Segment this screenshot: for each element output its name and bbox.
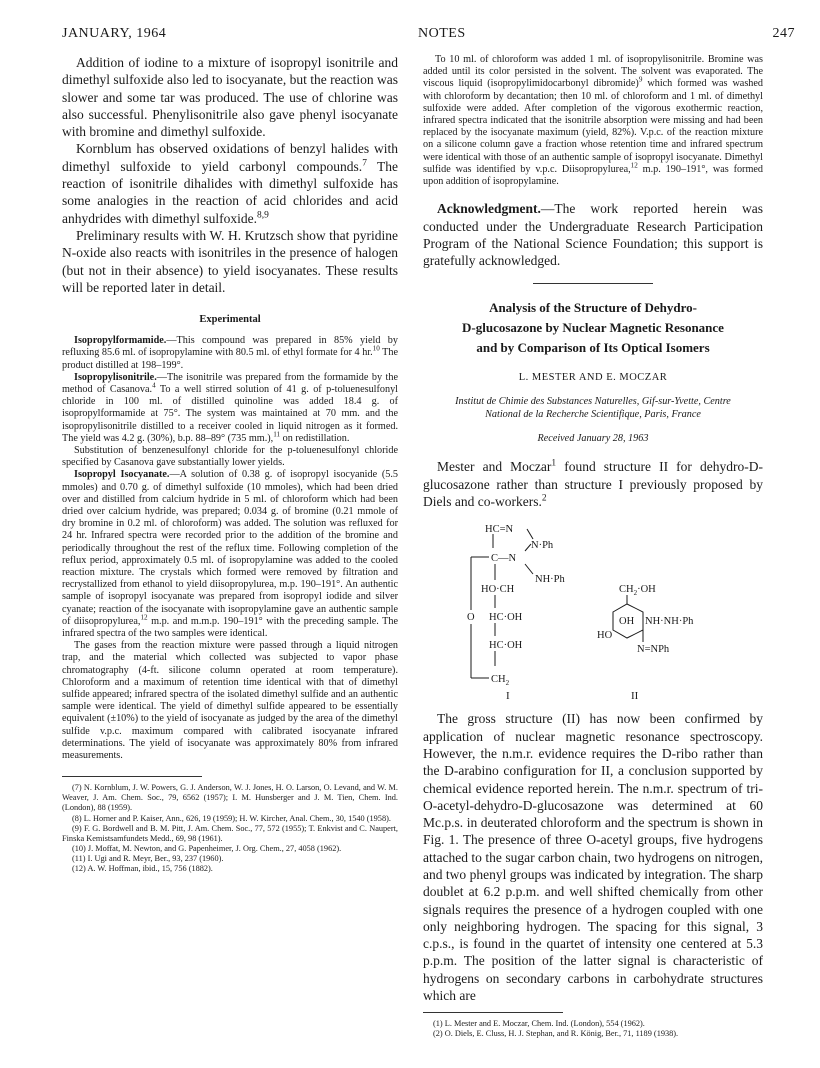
struct-i-hcoh: HC·OH xyxy=(489,612,523,624)
article-divider xyxy=(533,283,653,284)
body-text: which formed was washed with chloroform by decantation; then 10 ml. of chloroform and 1 ml. of dimethyl sulfoxide were added. After completion of the vigorous exothermic reaction, infrared spectra indicated that the isonitrile absorption were missing and had been replaced by the isocyanate maximum (yield, 82%). V.p.c. of the reaction mixture on a silicone column gave a fraction whose retention time and infrared spectrum were identical with those of an authentic sample of isopropyl isocyanate. Dimethyl sulfide was identified by v.p.c. Diisopropylurea, xyxy=(423,78,763,175)
footnote: (12) A. W. Hoffman, ibid., 15, 756 (1882). xyxy=(72,864,213,874)
body-paragraph: Preliminary results with W. H. Krutzsch show that pyridine N-oxide also reacts with isonitriles in the presence of halogen (but not in their absence) to yield isocyanates. These results will be reported later in detail. xyxy=(62,227,398,295)
experimental-paragraph xyxy=(62,469,398,640)
struct-i-cn: C—N xyxy=(491,553,517,565)
footnote-divider xyxy=(62,776,202,777)
experimental-paragraph xyxy=(62,372,398,445)
acknowledgment-paragraph xyxy=(423,200,763,269)
run-in-heading: Isopropyl Isocyanate. xyxy=(74,469,170,481)
citation-ref: 8,9 xyxy=(256,210,269,221)
footnote: (10) J. Moffat, M. Newton, and G. Papenheimer, J. Org. Chem., 27, 4058 (1962). xyxy=(72,843,342,853)
body-text: To 10 ml. of chloroform was added 1 ml. of isopropylisonitrile. Bromine was added until its color persisted in the solvent. The solvent was evaporated. The viscous liquid (isopropylimidocarbonyl dibromide) xyxy=(423,54,763,90)
body-text: —The work reported herein was conducted under the Undergraduate Research Participation Program of the National Science Foundation; this support is gratefully acknowledged. xyxy=(423,201,763,269)
body-text: Mester and Moczar xyxy=(437,459,552,475)
struct-i-ch2: $CH_2$ xyxy=(491,674,510,688)
struct-ii-oh: OH xyxy=(619,616,635,628)
citation-ref: 12 xyxy=(630,161,638,170)
body-text: found structure II for dehydro-D-glucosazone rather than structure I previously proposed by Diels and co-workers. xyxy=(423,459,763,510)
section-heading-experimental: Experimental xyxy=(199,314,261,326)
experimental-paragraph: The gases from the reaction mixture were passed through a liquid nitrogen trap, and the material which collected was subjected to vapor phase chromatography (4-ft. silicone column operated at room temperature). Chloroform and a maximum of retention time identical with that of dimethyl sulfide appeared; infrared spectra of the isolated dimethyl sulfide and an authentic sample were identical. The yield of dimethyl sulfide appeared to be essentially equivalent (±10%) to the yield of isocyanate as judged by the area of the dimethyl sulfide v.p.c. maximum compared with calibrated isocyanate infrared determinations. The yield of isocyanate was approximately 80% from infrared measurements. xyxy=(62,640,398,762)
run-in-heading: Isopropylformamide. xyxy=(74,335,167,347)
citation-ref: 2 xyxy=(541,493,547,504)
struct-i-hoch: HO·CH xyxy=(481,584,515,596)
struct-i-ring-o: O xyxy=(467,612,475,624)
struct-ii-ch2oh: $CH_2\cdot OH$ xyxy=(619,584,656,598)
left-column xyxy=(62,54,398,874)
article-affiliation xyxy=(423,395,763,421)
title-line: and by Comparison of Its Optical Isomers xyxy=(476,340,710,356)
struct-i-nhph: NH·Ph xyxy=(535,574,565,586)
chemical-structures-figure xyxy=(423,518,763,700)
citation-ref: 11 xyxy=(273,430,281,439)
struct-ii-nnph: N=NPh xyxy=(637,644,670,656)
struct-ii-ho: HO xyxy=(597,630,613,642)
struct-i-nph: N·Ph xyxy=(531,540,554,552)
struct-i-hcoh: HC·OH xyxy=(489,640,523,652)
run-in-heading: Isopropylisonitrile. xyxy=(74,371,157,383)
body-text: —This compound was prepared in 85% yield by refluxing 85.6 ml. of isopropylamine with 80.5 ml. of ethyl formate for 4 hr. xyxy=(62,335,398,359)
body-text: —The isonitrile was prepared from the formamide by the method of Casanova. xyxy=(62,371,398,395)
body-text: m.p. and m.m.p. 190–191° with the preceding sample. The infrared spectra of the two samples were identical. xyxy=(62,615,398,640)
citation-ref: 12 xyxy=(140,613,148,622)
struct-ii-label: II xyxy=(631,690,639,701)
body-text: on redistillation. xyxy=(280,432,350,444)
running-header-section: NOTES xyxy=(418,26,466,41)
body-paragraph xyxy=(62,140,398,226)
footnote: (8) L. Horner and P. Kaiser, Ann., 626, 19 (1959); H. W. Kircher, Anal. Chem., 30, 1540 (1958). xyxy=(72,813,391,823)
title-line: D-glucosazone by Nuclear Magnetic Resonance xyxy=(462,320,724,336)
experimental-paragraph xyxy=(423,54,763,188)
footnote: (1) L. Mester and E. Moczar, Chem. Ind. (London), 554 (1962). xyxy=(433,1019,645,1029)
title-line: Analysis of the Structure of Dehydro- xyxy=(489,300,697,316)
body-text: m.p. 190–191°, was formed upon addition of isopropylamine. xyxy=(423,163,763,188)
struct-i-label: I xyxy=(506,690,510,701)
article-title xyxy=(423,298,763,358)
body-text: —A solution of 0.38 g. of isopropyl isocyanide (5.5 mmoles) and 0.70 g. of dimethyl sulfoxide (10 mmoles), which had been dried over and distilled from calcium hydride in 5 ml. of chloroform which had been dried over calcium hydride, was prepared; 0.034 g. of bromine (0.21 mmole of dry bromine in 0.2 ml. of chloroform) was added. The solution was refluxed for 24 hr. Infrared spectra were recorded prior to the addition of the bromine and periodically throughout the rest of the reflux time. Following completion of the reflux period, approximately 0.5 ml. of isopropylamine was added to the cooled reaction mixture. The crystals which formed were removed by filtration and recrystallized from ethanol to yield diisopropylurea, m.p. 190–191°. An authentic sample of isopropyl isocyanate was prepared from isopropyl iodide and silver cyanate; reaction of the isocyanate with isopropylamine gave an authentic sample of diisopropylurea, xyxy=(62,469,398,627)
struct-ii-nhnhph: NH·NH·Ph xyxy=(645,616,694,628)
struct-i-hcn: HC=N xyxy=(485,524,514,536)
experimental-paragraph xyxy=(62,335,398,372)
body-text: To a well stirred solution of 41 g. of p-toluenesulfonyl chloride in 100 ml. of distilled quinoline was added 18.4 g. of isopropylformamide at 75°. The system was maintained at 70 mm. and the isopropylisonitrile distilled to a receiver cooled in liquid nitrogen as it formed. The yield was 4.2 g. (30%), b.p. 88–89° (735 mm.), xyxy=(62,383,398,444)
footnote: (7) N. Kornblum, J. W. Powers, G. J. Anderson, W. J. Jones, H. O. Larson, O. Levand, and W. M. Weaver, J. Am. Chem. Soc., 79, 6562 (1957); I. M. Hunsberger and J. M. Tien, Chem. Ind. (London), 88 (1959). xyxy=(62,783,398,813)
citation-ref: 4 xyxy=(152,381,156,390)
citation-ref: 7 xyxy=(362,158,367,169)
bond xyxy=(527,529,533,539)
citation-ref: 10 xyxy=(372,344,380,353)
running-header-date: JANUARY, 1964 xyxy=(62,26,167,41)
footnote: (9) F. G. Bordwell and B. M. Pitt, J. Am. Chem. Soc., 77, 572 (1955); T. Enkvist and C. Naupert, Finska Kemistsamfundets Medd., 69, 98 (1961). xyxy=(62,823,398,843)
citation-ref: 1 xyxy=(551,458,557,469)
run-in-heading: Acknowledgment. xyxy=(437,201,541,217)
body-paragraph: Addition of iodine to a mixture of isopropyl isonitrile and dimethyl sulfoxide also led to isocyanate, but the reaction was slower and some tar was produced. The use of chlorine was also successful. Phenylisonitrile also gave phenyl isocyanate with bromine and dimethyl sulfoxide. xyxy=(62,55,398,140)
structure-drawing xyxy=(423,518,763,700)
experimental-paragraph: Substitution of benzenesulfonyl chloride for the p-toluenesulfonyl chloride specified by Casanova gave substantially lower yields. xyxy=(62,444,398,469)
body-text: Kornblum has observed oxidations of benzyl halides with dimethyl sulfoxide to yield carbonyl compounds. xyxy=(62,141,398,174)
footnote-divider xyxy=(423,1012,563,1013)
body-text: The product distilled at 198–199°. xyxy=(62,347,398,371)
citation-ref: 9 xyxy=(638,76,643,85)
page-number: 247 xyxy=(772,26,795,41)
bond xyxy=(525,564,533,574)
footnote: (2) O. Diels, E. Cluss, H. J. Stephan, and R. König, Ber., 71, 1189 (1938). xyxy=(433,1029,679,1039)
footnote: (11) I. Ugi and R. Meyr, Ber., 93, 237 (1960). xyxy=(72,853,224,863)
article-authors: L. MESTER AND E. MOCZAR xyxy=(518,372,668,384)
right-column xyxy=(423,54,763,1040)
received-date: Received January 28, 1963 xyxy=(537,433,649,445)
body-paragraph xyxy=(423,458,763,510)
body-text: The reaction of isonitrile dihalides with dimethyl sulfoxide has some analogies in the reaction of acid chlorides and acid anhydrides with dimethyl sulfoxide. xyxy=(62,158,398,226)
affiliation-line: Institut de Chimie des Substances Naturelles, Gif-sur-Yvette, Centre xyxy=(455,396,731,408)
affiliation-line: National de la Recherche Scientifique, Paris, France xyxy=(485,409,701,421)
body-paragraph: The gross structure (II) has now been confirmed by application of nuclear magnetic resonance spectroscopy. However, the n.m.r. evidence requires the D-ribo rather than the D-arabino configuration for II, a conclusion supported by chemical evidence reported herein. The n.m.r. spectrum of tri-O-acetyl-dehydro-D-glucosazone was determined at 60 Mc.p.s. in deuterated chloroform and the spectrum is shown in Fig. 1. The presence of three O-acetyl groups, five hydrogens attached to the sugar carbon chain, two hydrogens on nitrogen, and two phenyl groups was indicated by integration. The sharp doublet at 6.2 p.p.m. and well shifted chemically from other signals requires the presence of a hydrogen coupled with one only neighboring hydrogen. The spacing for this signal, 3 c.p.s., is found in the quartet of intensity one centered at 5.3 p.p.m. The position of the latter signal is characteristic of hydrogens on secondary carbons in carbohydrate structures which are xyxy=(423,711,763,1004)
